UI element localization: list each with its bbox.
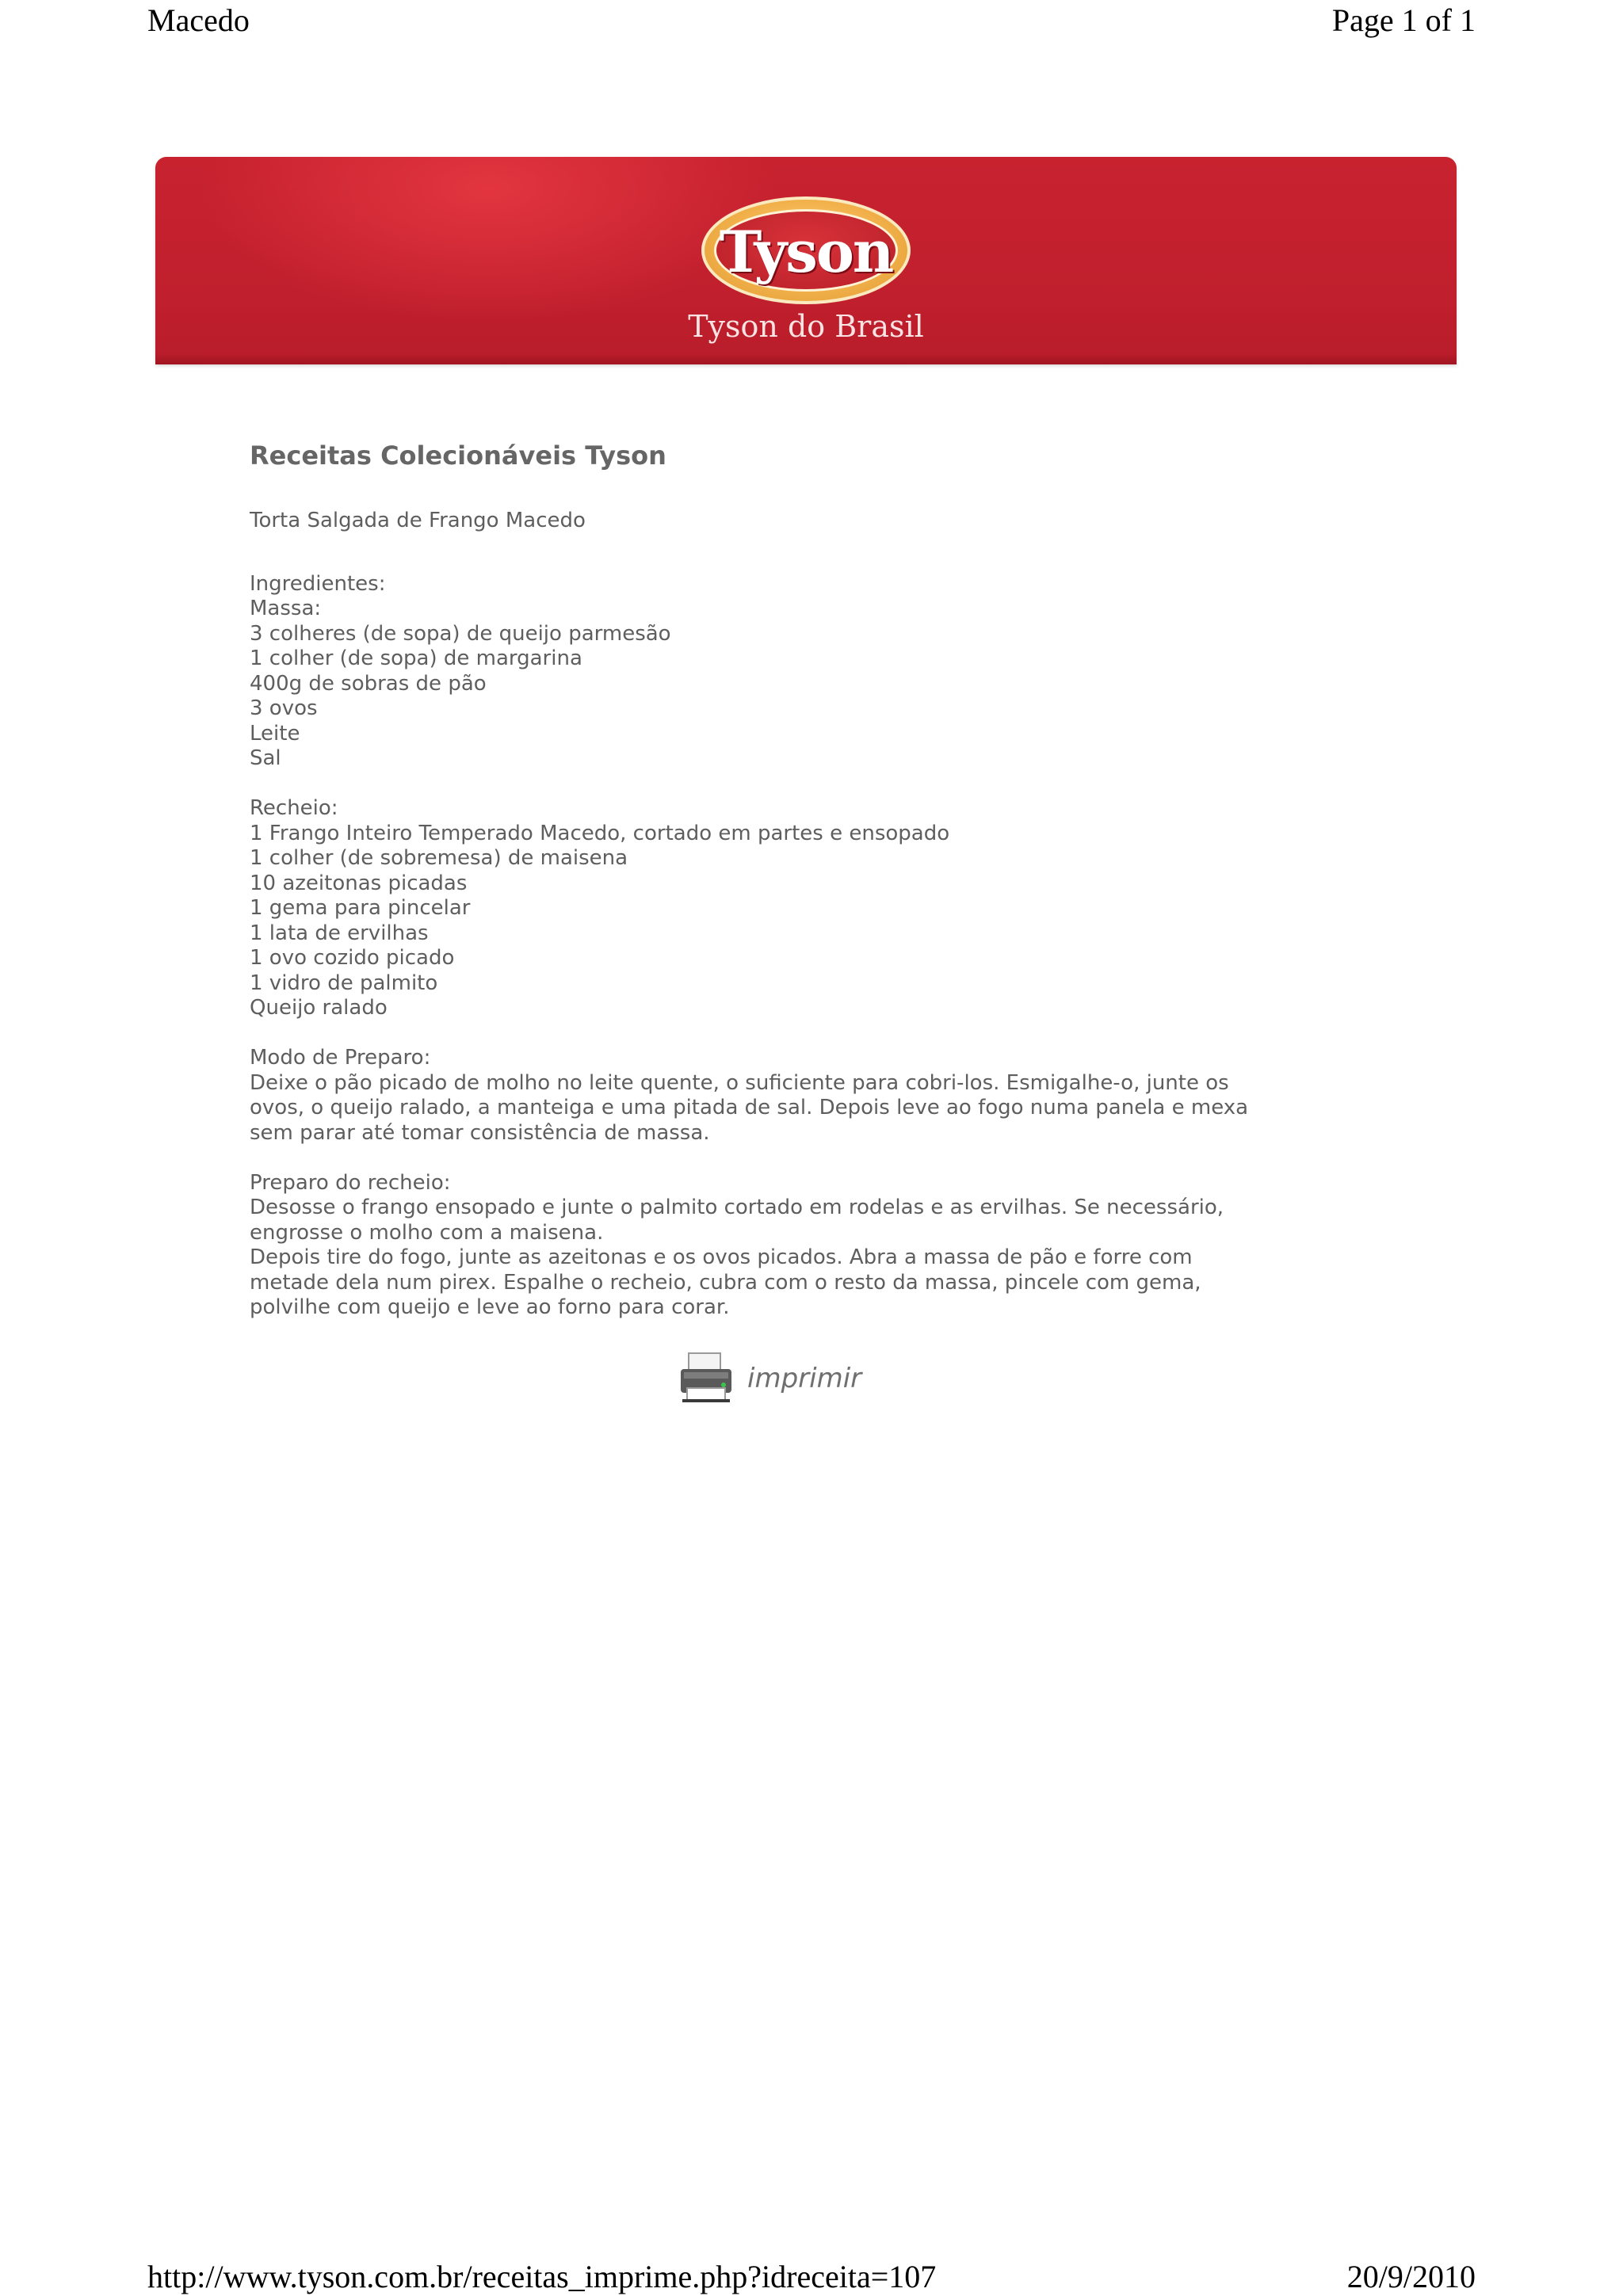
print-footer <box>0 2258 1623 2296</box>
paragraph-line: metade dela num pirex. Espalhe o recheio, cubra com o resto da massa, pincele com gema, <box>250 1270 1201 1295</box>
tyson-logo-text: Tyson <box>719 218 893 285</box>
list-item: 1 colher (de sobremesa) de maisena <box>250 846 628 870</box>
recipe-name: Torta Salgada de Frango Macedo <box>250 509 586 532</box>
print-footer-date: 20/9/2010 <box>1346 2259 1476 2294</box>
list-item: Sal <box>250 746 281 770</box>
ingredients-title: Ingredientes: <box>250 571 386 596</box>
tyson-logo <box>701 196 911 304</box>
paragraph-line: sem parar até tomar consistência de massa. <box>250 1120 710 1145</box>
print-footer-url: http://www.tyson.com.br/receitas_imprime.php?idreceita=107 <box>147 2259 937 2294</box>
modo-preparo-section <box>250 1046 1343 1146</box>
page-heading: Receitas Colecionáveis Tyson <box>250 441 666 471</box>
print-header-page-indicator: Page 1 of 1 <box>1331 2 1476 38</box>
recheio-title: Recheio: <box>250 796 338 820</box>
modo-preparo-title: Modo de Preparo: <box>250 1046 431 1070</box>
paragraph-line: polvilhe com queijo e leve ao forno para corar. <box>250 1295 730 1319</box>
print-label[interactable]: imprimir <box>747 1363 862 1394</box>
print-header <box>0 0 1623 44</box>
recipe-content <box>250 436 1343 1345</box>
ingredients-section <box>250 572 1343 772</box>
list-item: 400g de sobras de pão <box>250 671 487 696</box>
banner-subtitle: Tyson do Brasil <box>688 309 924 344</box>
list-item: 3 colheres (de sopa) de queijo parmesão <box>250 621 671 646</box>
tyson-logo-inner <box>714 209 898 292</box>
paragraph-line: Depois tire do fogo, junte as azeitonas e os ovos picados. Abra a massa de pão e forre com <box>250 1245 1193 1269</box>
preparo-recheio-title: Preparo do recheio: <box>250 1170 451 1195</box>
tyson-banner <box>155 157 1457 364</box>
list-item: Queijo ralado <box>250 996 388 1020</box>
list-item: Leite <box>250 721 300 746</box>
preparo-recheio-section <box>250 1171 1343 1321</box>
list-item: 1 gema para pincelar <box>250 896 471 920</box>
massa-title: Massa: <box>250 597 322 620</box>
paragraph-line: Desosse o frango ensopado e junte o palmito cortado em rodelas e as ervilhas. Se necessário, <box>250 1196 1224 1219</box>
paragraph-line: engrosse o molho com a maisena. <box>250 1220 604 1245</box>
print-button[interactable] <box>678 1352 862 1407</box>
list-item: 1 colher (de sopa) de margarina <box>250 646 582 670</box>
list-item: 10 azeitonas picadas <box>250 871 468 895</box>
list-item: 1 ovo cozido picado <box>250 946 455 970</box>
paragraph-line: Deixe o pão picado de molho no leite quente, o suficiente para cobri-los. Esmigalhe-o, junte os <box>250 1070 1229 1095</box>
list-item: 1 vidro de palmito <box>250 971 438 995</box>
list-item: 1 lata de ervilhas <box>250 921 429 945</box>
recheio-section <box>250 796 1343 1021</box>
list-item: 3 ovos <box>250 696 318 720</box>
print-header-title: Macedo <box>147 2 250 38</box>
paragraph-line: ovos, o queijo ralado, a manteiga e uma pitada de sal. Depois leve ao fogo numa panela e mexa <box>250 1096 1249 1119</box>
printer-icon <box>678 1352 735 1404</box>
list-item: 1 Frango Inteiro Temperado Macedo, cortado em partes e ensopado <box>250 821 950 845</box>
